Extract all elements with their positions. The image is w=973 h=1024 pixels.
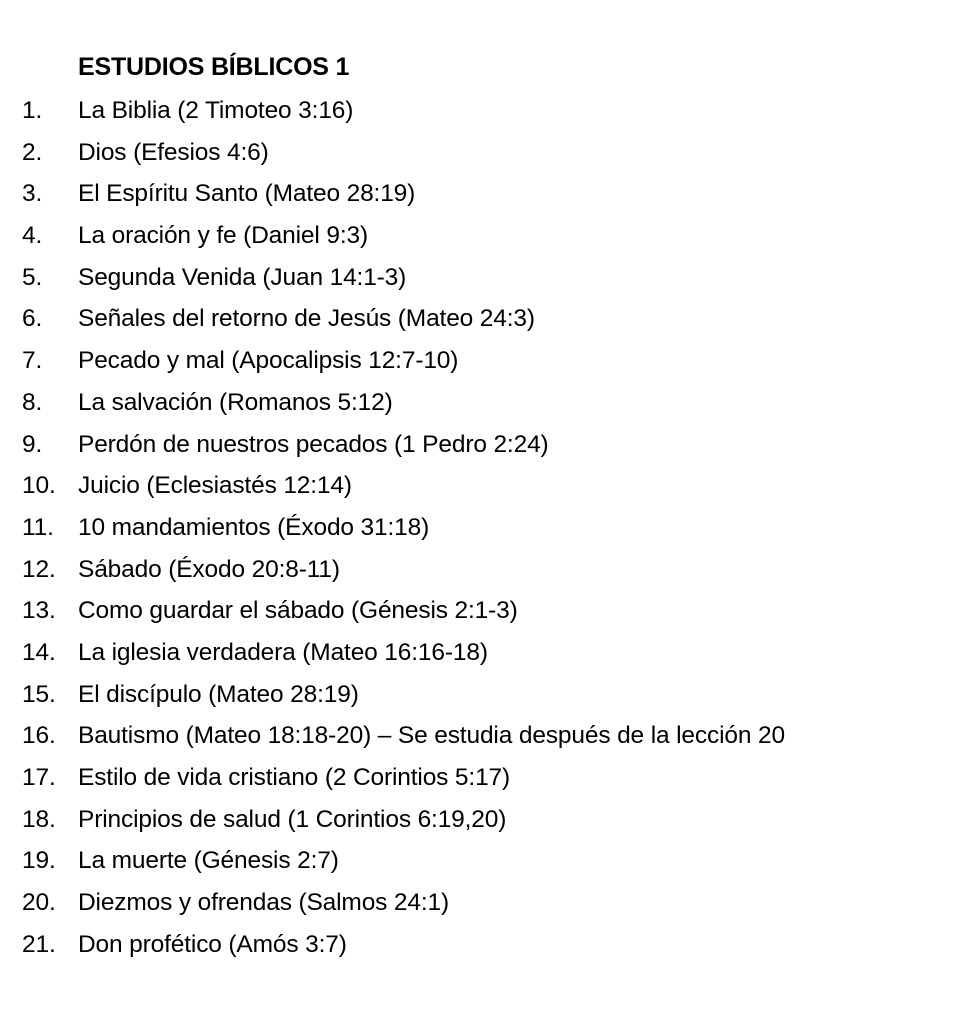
list-item xyxy=(0,132,973,174)
list-item-number: 15. xyxy=(22,680,56,708)
list-item xyxy=(0,465,973,507)
list-item-text: El discípulo (Mateo 28:19) xyxy=(78,680,359,708)
list-item-number: 20. xyxy=(22,889,56,917)
list-item-number: 1. xyxy=(22,97,43,124)
list-item-number: 12. xyxy=(22,555,56,583)
list-item xyxy=(0,549,973,591)
list-item xyxy=(0,382,973,424)
list-item xyxy=(0,257,973,299)
list-item-number: 17. xyxy=(22,764,56,791)
list-item-text: La muerte (Génesis 2:7) xyxy=(78,847,339,875)
list-item xyxy=(0,590,973,632)
list-item xyxy=(0,799,973,841)
list-item-text: Como guardar el sábado (Génesis 2:1-3) xyxy=(78,597,518,625)
list-item xyxy=(0,424,973,466)
list-item-text: Sábado (Éxodo 20:8-11) xyxy=(78,555,340,583)
list-item-number: 10. xyxy=(22,472,56,500)
list-item-number: 2. xyxy=(22,138,43,166)
list-item xyxy=(0,173,973,215)
list-item-text: La oración y fe (Daniel 9:3) xyxy=(78,222,368,250)
list-item-text: Perdón de nuestros pecados (1 Pedro 2:24) xyxy=(78,430,549,458)
list-item xyxy=(0,632,973,674)
list-item-number: 11. xyxy=(22,513,54,541)
list-item-text: Señales del retorno de Jesús (Mateo 24:3) xyxy=(78,305,535,333)
list-item-number: 5. xyxy=(22,263,43,291)
list-item-number: 13. xyxy=(22,597,56,625)
list-item-number: 4. xyxy=(22,222,43,250)
list-item xyxy=(0,215,973,257)
list-item-number: 19. xyxy=(22,847,56,875)
list-item-text: La iglesia verdadera (Mateo 16:16-18) xyxy=(78,638,488,666)
list-item-text: Estilo de vida cristiano (2 Corintios 5:17) xyxy=(78,764,511,791)
study-list xyxy=(0,90,973,965)
list-item-number: 7. xyxy=(22,347,43,375)
list-item xyxy=(0,90,973,132)
list-item-number: 6. xyxy=(22,305,43,333)
list-item xyxy=(0,757,973,799)
list-item-text: Segunda Venida (Juan 14:1-3) xyxy=(78,263,407,291)
list-item-text: La Biblia (2 Timoteo 3:16) xyxy=(78,97,354,124)
list-item-text: La salvación (Romanos 5:12) xyxy=(78,388,393,416)
list-item-number: 9. xyxy=(22,430,43,458)
list-item xyxy=(0,674,973,716)
list-item-text: Pecado y mal (Apocalipsis 12:7-10) xyxy=(78,347,459,375)
list-item xyxy=(0,840,973,882)
list-item-text: El Espíritu Santo (Mateo 28:19) xyxy=(78,180,416,208)
list-item-text: 10 mandamientos (Éxodo 31:18) xyxy=(78,513,430,541)
list-item-number: 8. xyxy=(22,388,43,416)
list-item xyxy=(0,298,973,340)
list-item xyxy=(0,340,973,382)
list-item-text: Don profético (Amós 3:7) xyxy=(78,930,347,958)
list-item-text: Juicio (Eclesiastés 12:14) xyxy=(78,472,352,500)
list-item-text: Diezmos y ofrendas (Salmos 24:1) xyxy=(78,889,450,917)
list-item xyxy=(0,882,973,924)
list-item-number: 21. xyxy=(22,930,56,958)
list-item-number: 18. xyxy=(22,805,56,833)
list-item xyxy=(0,715,973,757)
list-item-number: 14. xyxy=(22,638,56,666)
list-item-text: Dios (Efesios 4:6) xyxy=(78,138,269,166)
list-item xyxy=(0,924,973,966)
list-item-text: Bautismo (Mateo 18:18-20) – Se estudia después de la lección 20 xyxy=(78,722,785,750)
list-item-number: 16. xyxy=(22,722,56,750)
list-item-number: 3. xyxy=(22,180,43,208)
list-item xyxy=(0,507,973,549)
document-title: ESTUDIOS BÍBLICOS 1 xyxy=(78,53,350,81)
list-item-text: Principios de salud (1 Corintios 6:19,20) xyxy=(78,805,507,833)
